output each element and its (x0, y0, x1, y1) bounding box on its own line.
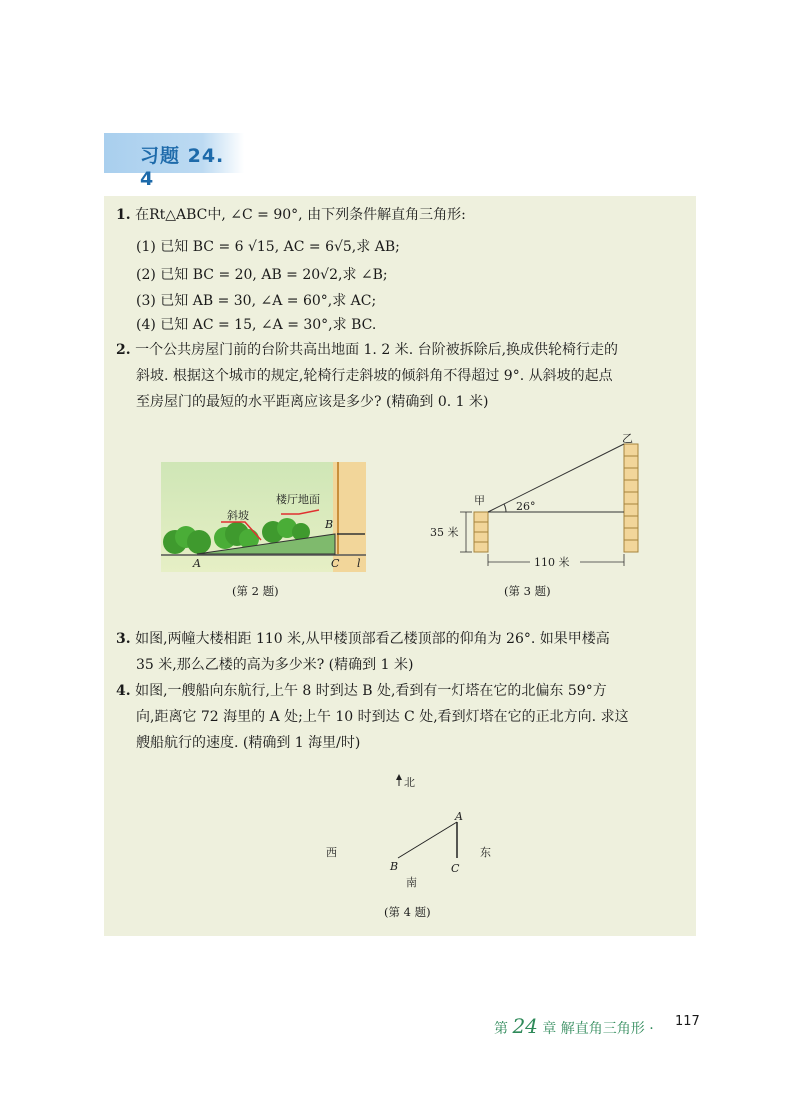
fig3-angle-label: 26° (516, 500, 536, 513)
section-title: 习题 24. 4 (140, 145, 225, 190)
fig4-line-ba (398, 822, 457, 858)
problem-4 (116, 681, 607, 701)
footer-chapter (494, 1014, 654, 1038)
fig3-building-jia (474, 512, 488, 552)
fig3-label-jia: 甲 (474, 494, 485, 507)
fig2-label-slope: 斜坡 (227, 509, 249, 522)
problem-1-part-3: (3) 已知 AB = 30, ∠A = 60°,求 AC; (136, 293, 377, 309)
fig3-sight-line (488, 444, 624, 512)
problem-3 (116, 629, 610, 649)
problem-1-part-1: (1) 已知 BC = 6 √15, AC = 6√5,求 AB; (136, 239, 400, 255)
problem-1-stem: 在Rt△ABC中, ∠C = 90°, 由下列条件解直角三角形: (135, 207, 466, 223)
figure-4-caption: (第 4 题) (384, 905, 431, 919)
problem-3-line-1: 如图,两幢大楼相距 110 米,从甲楼顶部看乙楼顶部的仰角为 26°. 如果甲楼高 (135, 631, 610, 647)
figure-4 (320, 770, 510, 892)
fig4-north-label: 北 (404, 776, 415, 789)
problem-2-line-1: 一个公共房屋门前的台阶共高出地面 1. 2 米. 台阶被拆除后,换成供轮椅行走的 (135, 342, 619, 358)
problem-1-number: 1. (116, 207, 131, 223)
fig4-north-arrowhead (396, 774, 402, 780)
footer-chapter-number: 24 (512, 1014, 538, 1038)
fig2-point-l: l (357, 557, 361, 570)
fig4-point-c: C (451, 862, 460, 875)
problem-2-line-3: 至房屋门的最短的水平距离应该是多少? (精确到 0. 1 米) (136, 394, 489, 410)
fig2-label-floor: 楼厅地面 (276, 493, 320, 506)
footer-chapter-prefix: 第 (494, 1021, 508, 1037)
section-title-tab (104, 133, 244, 190)
footer-chapter-title: 章 解直角三角形 · (542, 1021, 654, 1037)
fig3-height-label: 35 米 (430, 526, 459, 539)
fig2-point-a: A (193, 557, 201, 570)
problem-1-part-2: (2) 已知 BC = 20, AB = 20√2,求 ∠B; (136, 267, 388, 283)
problem-2 (116, 340, 618, 360)
fig4-point-b: B (390, 860, 399, 873)
fig4-west-label: 西 (326, 846, 337, 859)
problem-1-part-4: (4) 已知 AC = 15, ∠A = 30°,求 BC. (136, 317, 377, 333)
problem-2-line-2: 斜坡. 根据这个城市的规定,轮椅行走斜坡的倾斜角不得超过 9°. 从斜坡的起点 (136, 368, 613, 384)
fig3-distance-label: 110 米 (534, 556, 570, 569)
problem-4-line-1: 如图,一艘船向东航行,上午 8 时到达 B 处,看到有一灯塔在它的北偏东 59°方 (135, 683, 607, 699)
problem-3-line-2: 35 米,那么乙楼的高为多少米? (精确到 1 米) (136, 657, 414, 673)
problem-1 (116, 205, 466, 225)
page-number: 117 (675, 1014, 700, 1029)
figure-3-caption: (第 3 题) (504, 584, 551, 598)
problem-2-number: 2. (116, 342, 131, 358)
fig4-point-a: A (455, 810, 463, 823)
figure-2-caption: (第 2 题) (232, 584, 279, 598)
problem-4-line-3: 艘船航行的速度. (精确到 1 海里/时) (136, 735, 361, 751)
fig4-east-label: 东 (480, 846, 491, 859)
problem-4-number: 4. (116, 683, 131, 699)
problem-4-line-2: 向,距离它 72 海里的 A 处;上午 10 时到达 C 处,看到灯塔在它的正北方向. 求这 (136, 709, 629, 725)
fig4-south-label: 南 (406, 876, 417, 889)
fig3-label-yi: 乙 (622, 432, 633, 445)
figure-2 (161, 462, 366, 572)
problem-3-number: 3. (116, 631, 131, 647)
figure-3 (430, 432, 650, 574)
fig3-building-yi (624, 444, 638, 552)
fig2-point-b: B (325, 518, 334, 531)
fig2-point-c: C (331, 557, 340, 570)
fig3-angle-arc (504, 504, 506, 512)
